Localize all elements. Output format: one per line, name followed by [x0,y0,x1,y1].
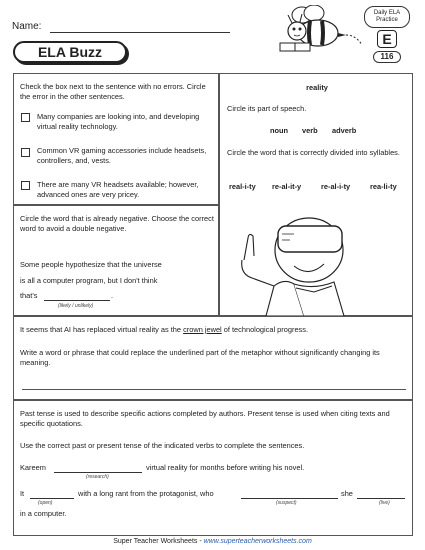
target-word: reality [306,83,328,92]
syllable-option-2[interactable]: re-al-it-y [272,182,302,191]
option-2-text: Common VR gaming accessories include headsets, controllers, and, vests. [37,146,207,165]
part-of-speech-noun[interactable]: noun [270,126,289,135]
question-2-box [219,73,413,316]
checkbox-option-2[interactable] [21,148,30,157]
part-of-speech-adverb[interactable]: adverb [332,126,357,135]
sentence-2-middle: with a long rant from the protagonist, who [78,489,214,498]
metaphor-underlined: crown jewel [183,325,222,334]
metaphor-sentence [20,325,410,335]
question-3-box [13,205,219,316]
sentence-1-end: virtual reality for months before writing his novel. [146,463,305,472]
question-3-instructions: Circle the word that is already negative. Choose the correct word to avoid a double negative. [20,214,214,233]
name-label: Name: [12,21,42,32]
hint-open: (open) [38,500,53,506]
question-3-sentence-line-1: Some people hypothesize that the universe [20,260,162,269]
syllable-option-3[interactable]: re-al-i-ty [321,182,351,191]
footer-link[interactable]: www.superteacherworksheets.com [203,538,312,545]
sentence-2-suspect-line[interactable] [241,498,338,499]
hint-live: (live) [379,500,390,506]
footer-text: Super Teacher Worksheets - [113,538,204,545]
question-5-instructions: Use the correct past or present tense of the indicated verbs to complete the sentences. [20,441,305,450]
sentence-1-hint: (research) [86,474,109,480]
daily-practice-badge [364,6,410,66]
question-3-answer-line[interactable] [44,300,110,301]
footer [0,538,425,545]
part-of-speech-instructions: Circle its part of speech. [227,104,307,113]
sentence-2-live-line[interactable] [357,498,405,499]
hint-suspect: (suspect) [276,500,297,506]
question-5-box [13,400,413,536]
question-5-intro: Past tense is used to describe specific actions completed by authors. Present tense is used when citing texts and specific quotations. [20,409,390,428]
sentence-2-open-line[interactable] [30,498,74,499]
badge-letter: E [377,30,397,48]
syllable-instructions: Circle the word that is correctly divided into syllables. [227,148,400,157]
name-line[interactable] [50,32,230,33]
question-4-instructions: Write a word or phrase that could replace the underlined part of the metaphor without significantly changing its meaning. [20,348,380,367]
question-3-sentence-line-2: is all a computer program, but I don't think [20,276,158,285]
syllable-option-4[interactable]: rea-li-ty [370,182,397,191]
option-3-text: There are many VR headsets available; however, advanced ones are very pricey. [37,180,199,199]
title-box [13,41,127,63]
checkbox-option-1[interactable] [21,113,30,122]
page-title: ELA Buzz [37,44,103,60]
sentence-2-end: in a computer. [20,509,67,518]
part-of-speech-verb[interactable]: verb [302,126,318,135]
period: . [111,291,114,300]
metaphor-sentence-pre: It seems that AI has replaced virtual reality as the [20,325,184,334]
option-1-text: Many companies are looking into, and developing virtual reality technology. [37,112,200,131]
question-4-box [13,316,413,400]
sentence-2-she: she [341,489,353,498]
question-3-sentence-start: that's [20,291,38,300]
question-1-box [13,73,219,205]
sentence-2-start: It [20,489,25,498]
sentence-1-answer-line[interactable] [54,472,142,473]
question-3-options: (likely / unlikely) [58,303,94,309]
sentence-1-start: Kareem [20,463,46,472]
bee-illustration [270,5,366,55]
metaphor-sentence-post: of technological progress. [221,325,308,334]
question-1-instructions: Check the box next to the sentence with no errors. Circle the error in the other sentences. [20,82,206,101]
badge-number: 116 [373,51,401,63]
syllable-option-1[interactable]: real-i-ty [229,182,256,191]
vr-kid-illustration [234,198,354,316]
question-4-answer-line[interactable] [22,389,406,390]
checkbox-option-3[interactable] [21,181,30,190]
badge-label: Daily ELA Practice [364,6,410,28]
